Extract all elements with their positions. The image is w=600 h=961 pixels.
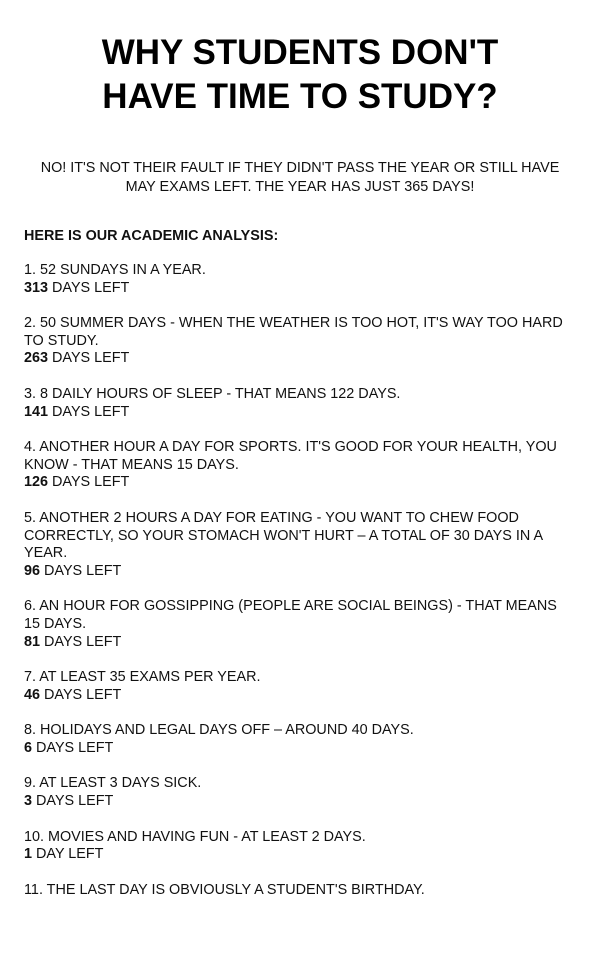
days-left [24, 793, 576, 811]
days-left [24, 687, 576, 705]
days-left-label: DAYS LEFT [44, 686, 122, 703]
days-left-count: 3 [24, 793, 33, 810]
item-text: 3. 8 DAILY HOURS OF SLEEP - THAT MEANS 122 DAYS. [24, 385, 401, 402]
intro-paragraph: NO! IT'S NOT THEIR FAULT IF THEY DIDN'T PASS THE YEAR OR STILL HAVE MAY EXAMS LEFT. THE YEAR HAS JUST 365 DAYS! [40, 160, 560, 195]
item-text: 4. ANOTHER HOUR A DAY FOR SPORTS. IT'S GOOD FOR YOUR HEALTH, YOU KNOW - THAT MEANS 15 DAYS. [24, 439, 557, 473]
item-text: 8. HOLIDAYS AND LEGAL DAYS OFF – AROUND 40 DAYS. [24, 722, 414, 739]
days-left [24, 740, 576, 758]
list-item [24, 775, 576, 810]
item-text: 11. THE LAST DAY IS OBVIOUSLY A STUDENT'S BIRTHDAY. [24, 881, 425, 898]
list-item [24, 829, 576, 864]
days-left-count: 313 [24, 279, 49, 296]
list-item [24, 882, 576, 900]
days-left [24, 563, 576, 581]
days-left [24, 846, 576, 864]
days-left-label: DAYS LEFT [52, 350, 130, 367]
analysis-list [24, 262, 576, 899]
days-left-label: DAYS LEFT [52, 279, 130, 296]
title-line-2: HAVE TIME TO STUDY? [102, 77, 498, 116]
item-text: 9. AT LEAST 3 DAYS SICK. [24, 775, 202, 792]
days-left-label: DAYS LEFT [52, 474, 130, 491]
days-left-count: 96 [24, 562, 41, 579]
days-left [24, 280, 576, 298]
days-left [24, 474, 576, 492]
analysis-heading: HERE IS OUR ACADEMIC ANALYSIS: [24, 228, 279, 244]
item-text: 2. 50 SUMMER DAYS - WHEN THE WEATHER IS TOO HOT, IT'S WAY TOO HARD TO STUDY. [24, 315, 563, 349]
item-text: 6. AN HOUR FOR GOSSIPPING (PEOPLE ARE SOCIAL BEINGS) - THAT MEANS 15 DAYS. [24, 598, 557, 632]
days-left [24, 350, 576, 368]
title-line-1: WHY STUDENTS DON'T [101, 33, 499, 72]
list-item [24, 315, 576, 368]
list-item [24, 439, 576, 492]
item-text: 10. MOVIES AND HAVING FUN - AT LEAST 2 DAYS. [24, 828, 366, 845]
days-left-count: 81 [24, 633, 41, 650]
days-left [24, 634, 576, 652]
list-item [24, 386, 576, 421]
list-item [24, 669, 576, 704]
days-left-count: 141 [24, 403, 49, 420]
days-left-count: 6 [24, 739, 33, 756]
list-item [24, 510, 576, 580]
days-left-count: 126 [24, 474, 49, 491]
list-item [24, 598, 576, 651]
days-left [24, 404, 576, 422]
list-item [24, 262, 576, 297]
item-text: 5. ANOTHER 2 HOURS A DAY FOR EATING - YOU WANT TO CHEW FOOD CORRECTLY, SO YOUR STOMACH WON'T HURT – A TOTAL OF 30 DAYS IN A YEAR. [24, 509, 543, 562]
days-left-label: DAYS LEFT [36, 793, 114, 810]
days-left-label: DAYS LEFT [52, 403, 130, 420]
days-left-count: 263 [24, 350, 49, 367]
days-left-label: DAYS LEFT [44, 562, 122, 579]
item-text: 1. 52 SUNDAYS IN A YEAR. [24, 262, 206, 278]
list-item [24, 722, 576, 757]
days-left-count: 46 [24, 686, 41, 703]
days-left-count: 1 [24, 846, 33, 863]
page-title [24, 31, 576, 119]
days-left-label: DAYS LEFT [44, 633, 122, 650]
days-left-label: DAYS LEFT [36, 739, 114, 756]
days-left-label: DAY LEFT [36, 846, 104, 863]
item-text: 7. AT LEAST 35 EXAMS PER YEAR. [24, 669, 261, 686]
